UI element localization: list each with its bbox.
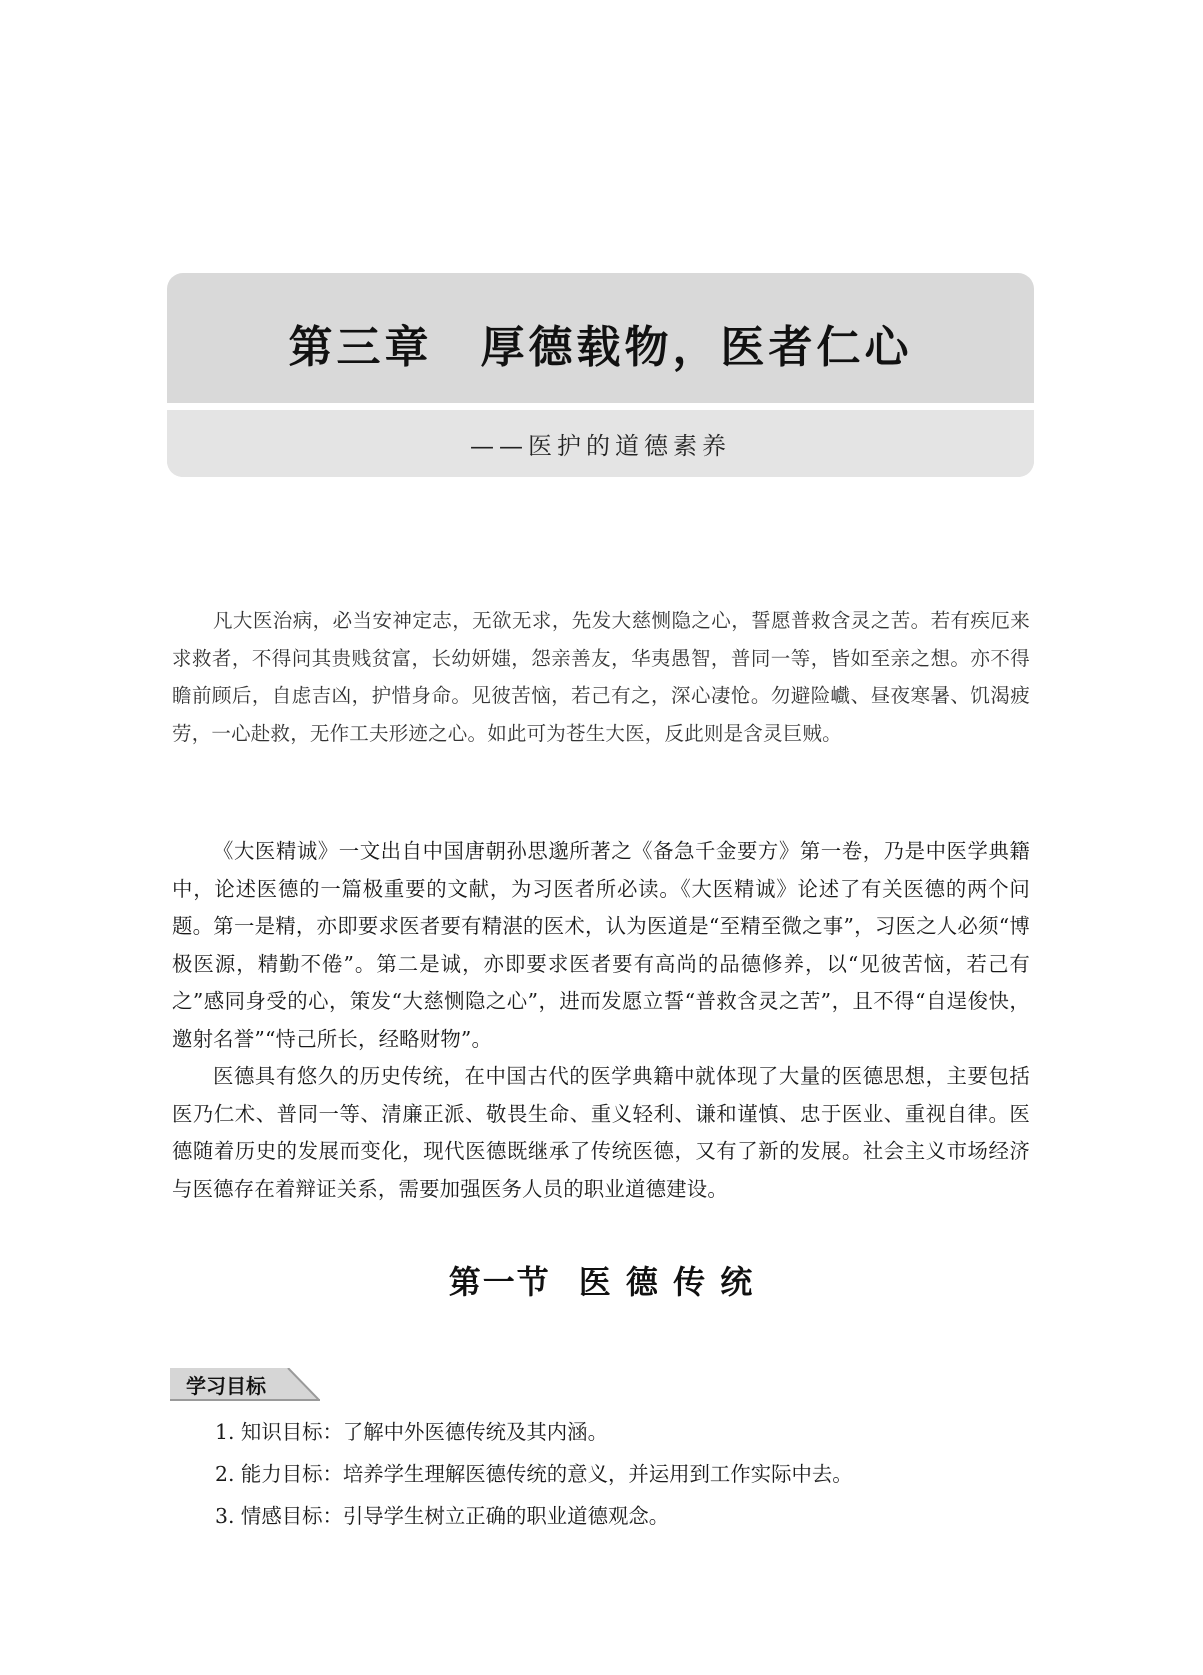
body-paragraph: 《大医精诚》一文出自中国唐朝孙思邈所著之《备急千金要方》第一卷，乃是中医学典籍中，论述医德的一篇极重要的文献，为习医者所必读。《大医精诚》论述了有关医德的两个问题。第一是精，亦即要求医者要有精湛的医术，认为医道是“至精至微之事”，习医之人必须“博极医源，精勤不倦”。第二是诚，亦即要求医者要有高尚的品德修养，以“见彼苦恼，若己有之”感同身受的心，策发“大慈恻隐之心”，进而发愿立誓“普救含灵之苦”，且不得“自逞俊快，邀射名誉”“恃己所长，经略财物”。 bbox=[172, 839, 1030, 1051]
list-item: 2. 能力目标：培养学生理解医德传统的意义，并运用到工作实际中去。 bbox=[215, 1462, 853, 1486]
chapter-main-title: 厚德载物，医者仁心 bbox=[480, 322, 913, 373]
section-title bbox=[0, 1257, 1203, 1303]
objectives-list bbox=[215, 1411, 853, 1537]
chapter-title bbox=[289, 299, 913, 375]
chapter-subtitle: ——医护的道德素养 bbox=[167, 410, 1034, 477]
body-paragraph: 医德具有悠久的历史传统，在中国古代的医学典籍中就体现了大量的医德思想，主要包括医乃仁术、普同一等、清廉正派、敬畏生命、重义轻利、谦和谨慎、忠于医业、重视自律。医德随着历史的发展而变化，现代医德既继承了传统医德，又有了新的发展。社会主义市场经济与医德存在着辩证关系，需要加强医务人员的职业道德建设。 bbox=[172, 1064, 1030, 1201]
learning-objectives-label: 学习目标 bbox=[186, 1374, 266, 1398]
chapter-divider bbox=[167, 403, 1034, 410]
list-item: 1. 知识目标：了解中外医德传统及其内涵。 bbox=[215, 1420, 608, 1444]
chapter-banner-top bbox=[167, 273, 1034, 401]
learning-objectives-tag bbox=[170, 1368, 320, 1401]
section-name: 医 德 传 统 bbox=[578, 1263, 755, 1301]
epigraph-quote: 凡大医治病，必当安神定志，无欲无求，先发大慈恻隐之心，誓愿普救含灵之苦。若有疾厄来求救者，不得问其贵贱贫富，长幼妍媸，怨亲善友，华夷愚智，普同一等，皆如至亲之想。亦不得瞻前顾后，自虑吉凶，护惜身命。见彼苦恼，若己有之，深心凄怆。勿避险巇、昼夜寒暑、饥渴疲劳，一心赴救，无作工夫形迹之心。如此可为苍生大医，反此则是含灵巨贼。 bbox=[172, 609, 1030, 745]
list-item: 3. 情感目标：引导学生树立正确的职业道德观念。 bbox=[215, 1504, 670, 1528]
chapter-banner bbox=[167, 273, 1034, 477]
chapter-number: 第三章 bbox=[288, 322, 433, 373]
section-number: 第一节 bbox=[448, 1263, 551, 1301]
